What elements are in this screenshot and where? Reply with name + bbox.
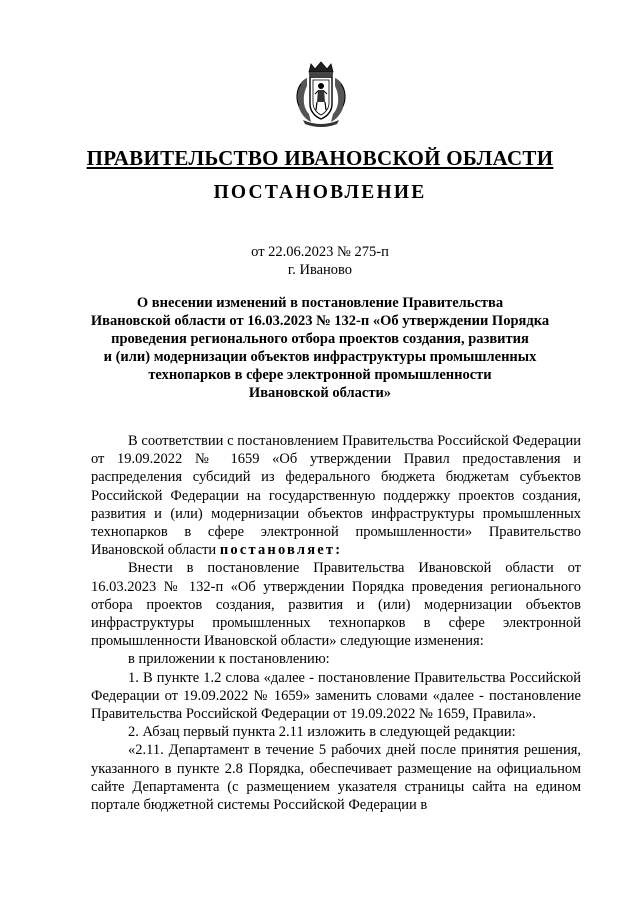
quote-paragraph: «2.11. Департамент в течение 5 рабочих дней после принятия решения, указанного в пункте 2.8 Порядка, обеспечивает размещение на официальном сайте Департамента (с размещением указателя страницы сайта на едином портале бюджетной системы Российской Федерации в (91, 742, 581, 814)
title-line: Ивановской области» (248, 385, 392, 401)
title-line: Ивановской области от 16.03.2023 № 132-п «Об утверждении Порядка (90, 313, 550, 329)
decree-colon: : (335, 542, 341, 559)
item2-paragraph: 2. Абзац первый пункта 2.11 изложить в следующей редакции: (128, 724, 516, 741)
title-line: проведения регионального отбора проектов создания, развития (111, 331, 529, 347)
date-number-block (0, 243, 640, 279)
annex-paragraph: в приложении к постановлению: (128, 651, 330, 668)
title-line: технопарков в сфере электронной промышленности (148, 367, 492, 383)
document-type-heading: ПОСТАНОВЛЕНИЕ (213, 182, 427, 203)
title-line: и (или) модернизации объектов инфраструктуры промышленных (103, 349, 537, 365)
preamble-paragraph (91, 432, 581, 559)
decree-word: постановляет (219, 542, 336, 559)
amend-paragraph: Внести в постановление Правительства Ивановской области от 16.03.2023 № 132-п «Об утверждении Порядка проведения регионального отбора проектов создания, развития и (или) модернизации объектов инфраструктуры промышленных технопарков в сфере электронной промышленности Ивановской области» следующие изменения: (91, 560, 581, 650)
title-line: О внесении изменений в постановление Правительства (136, 295, 504, 311)
document-title (70, 294, 570, 402)
preamble-text: В соответствии с постановлением Правительства Российской Федерации от 19.09.2022 № 1659 «Об утверждении Правил предоставления и распределения субсидий из федерального бюджета бюджетам субъектов Российской Федерации на государственную поддержку проектов создания, развития и (или) модернизации объектов инфраструктуры промышленных технопарков в сфере электронной промышленности» Правительство Ивановской области (91, 433, 581, 559)
organization-heading: ПРАВИТЕЛЬСТВО ИВАНОВСКОЙ ОБЛАСТИ (86, 146, 554, 170)
coat-of-arms-icon (293, 60, 349, 128)
document-body (91, 432, 581, 814)
date-and-number: от 22.06.2023 № 275-п (251, 244, 389, 260)
item1-paragraph: 1. В пункте 1.2 слова «далее - постановление Правительства Российской Федерации от 19.09.2022 № 1659» заменить словами «далее - постановление Правительства Российской Федерации от 19.09.2022 № 1659, Правила». (91, 669, 581, 723)
city: г. Иваново (287, 262, 353, 278)
